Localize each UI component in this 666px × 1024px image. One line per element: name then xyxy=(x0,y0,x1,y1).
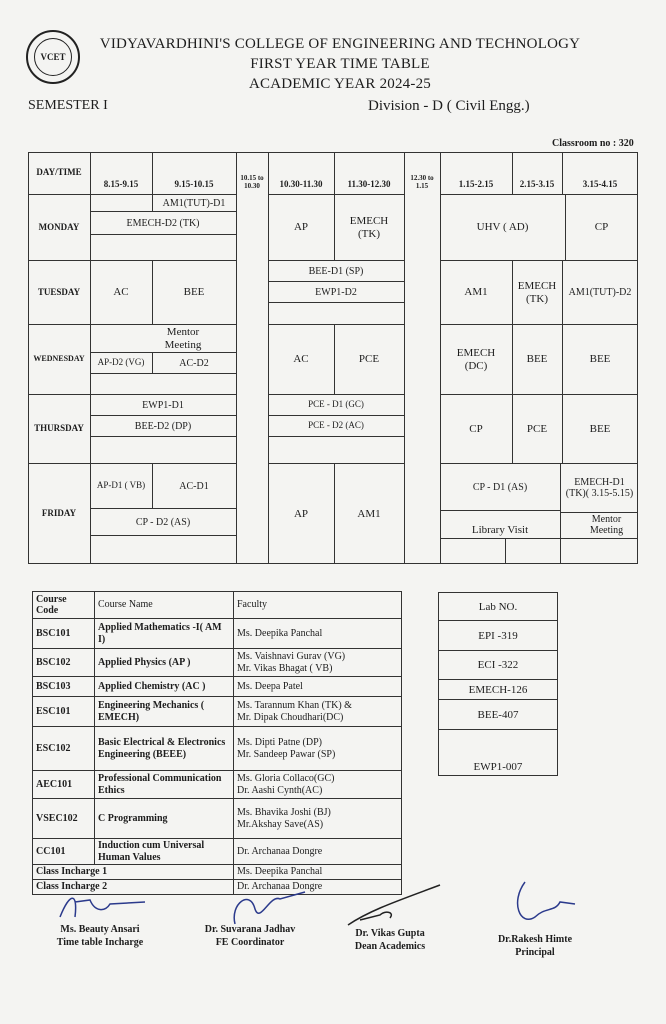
college-name: VIDYAVARDHINI'S COLLEGE OF ENGINEERING AND TECHNOLOGY xyxy=(99,36,581,52)
table-row xyxy=(33,727,402,771)
lab-item: EWP1-007 xyxy=(438,729,558,776)
wednesday-emech: EMECH (DC) xyxy=(456,347,496,372)
friday-am1: AM1 xyxy=(357,507,381,520)
signatory-role: Time table Incharge xyxy=(56,936,144,948)
course-name: Professional Communication Ethics xyxy=(95,771,234,799)
course-code: BSC103 xyxy=(33,677,95,697)
table-row xyxy=(33,771,402,799)
college-logo-text: VCET xyxy=(34,38,72,76)
signature-block xyxy=(335,928,445,953)
course-name: Basic Electrical & Electronics Engineering (BEEE) xyxy=(95,727,234,771)
thursday-ewp1-d1: EWP1-D1 xyxy=(142,399,184,411)
signatory-name: Dr. Suvarana Jadhav xyxy=(204,924,296,935)
header-course-name: Course Name xyxy=(95,592,234,619)
signatory-role: FE Coordinator xyxy=(215,936,285,948)
course-code: VSEC102 xyxy=(33,799,95,839)
signature-block xyxy=(480,934,590,959)
day-label-friday: FRIDAY xyxy=(41,508,77,519)
slot-header: 10.15 to 10.30 xyxy=(240,174,264,190)
table-row xyxy=(33,677,402,697)
wednesday-ap-d2: AP-D2 (VG) xyxy=(97,357,145,368)
tuesday-am1: AM1 xyxy=(464,286,488,299)
monday-emech-d2: EMECH-D2 (TK) xyxy=(126,217,200,229)
monday-cp: CP xyxy=(594,221,609,234)
slot-header: 2.15-3.15 xyxy=(519,179,555,190)
division-label: Division - D ( Civil Engg.) xyxy=(368,98,530,114)
course-table xyxy=(32,591,402,895)
course-code: ESC101 xyxy=(33,697,95,727)
friday-ap-d1: AP-D1 ( VB) xyxy=(96,480,146,491)
lab-item: BEE-407 xyxy=(438,699,558,730)
friday-cp-d2: CP - D2 (AS) xyxy=(135,516,191,528)
table-row xyxy=(33,697,402,727)
wednesday-ac: AC xyxy=(293,353,309,366)
signature-block xyxy=(185,924,315,949)
course-faculty: Ms. Gloria Collaco(GC) Dr. Aashi Cynth(AC) xyxy=(234,771,402,799)
friday-mentor: Mentor Meeting xyxy=(589,514,624,536)
course-code: AEC101 xyxy=(33,771,95,799)
thursday-bee-d2: BEE-D2 (DP) xyxy=(134,420,192,432)
course-faculty: Ms. Bhavika Joshi (BJ) Mr.Akshay Save(AS) xyxy=(234,799,402,839)
class-incharge-name: Ms. Deepika Panchal xyxy=(234,865,402,880)
slot-header: 11.30-12.30 xyxy=(347,179,391,190)
thursday-pce-d1: PCE - D1 (GC) xyxy=(308,399,364,410)
course-code: CC101 xyxy=(33,839,95,865)
course-faculty: Ms. Deepika Panchal xyxy=(234,619,402,649)
course-name: Applied Chemistry (AC ) xyxy=(95,677,234,697)
day-label-wednesday: WEDNESDAY xyxy=(33,354,85,364)
course-name: Induction cum Universal Human Values xyxy=(95,839,234,865)
tuesday-emech: EMECH (TK) xyxy=(517,280,557,305)
course-name: C Programming xyxy=(95,799,234,839)
class-incharge-name: Dr. Archanaa Dongre xyxy=(234,880,402,895)
signature-scribble xyxy=(505,872,585,932)
wednesday-mentor: Mentor Meeting xyxy=(164,326,202,351)
table-row xyxy=(33,619,402,649)
lab-item: EPI -319 xyxy=(438,620,558,651)
monday-uhv: UHV ( AD) xyxy=(476,221,529,234)
course-table-header xyxy=(33,592,402,619)
page-title: FIRST YEAR TIME TABLE xyxy=(250,56,430,72)
signatory-name: Dr.Rakesh Himte xyxy=(497,934,573,945)
course-code: BSC101 xyxy=(33,619,95,649)
slot-header: 12.30 to 1.15 xyxy=(410,174,434,190)
wednesday-ac-d2: AC-D2 xyxy=(179,357,209,369)
wednesday-bee: BEE xyxy=(526,353,548,366)
signatory-role: Principal xyxy=(515,946,555,958)
monday-ap: AP xyxy=(293,221,309,234)
monday-am1-tut: AM1(TUT)-D1 xyxy=(162,197,226,209)
course-code: BSC102 xyxy=(33,649,95,677)
course-name: Engineering Mechanics ( EMECH) xyxy=(95,697,234,727)
course-faculty: Ms. Tarannum Khan (TK) & Mr. Dipak Choudhari(DC) xyxy=(234,697,402,727)
monday-emech: EMECH (TK) xyxy=(349,215,389,240)
course-faculty: Ms. Vaishnavi Gurav (VG) Mr. Vikas Bhagat ( VB) xyxy=(234,649,402,677)
lab-header: Lab NO. xyxy=(438,592,558,621)
friday-cp-d1: CP - D1 (AS) xyxy=(472,481,528,493)
thursday-cp: CP xyxy=(469,422,483,435)
tuesday-am1-tut: AM1(TUT)-D2 xyxy=(568,287,632,298)
signatory-name: Dr. Vikas Gupta xyxy=(355,928,425,939)
signatory-role: Dean Academics xyxy=(354,940,426,952)
wednesday-bee: BEE xyxy=(589,353,611,366)
course-name: Applied Mathematics -I( AM I) xyxy=(95,619,234,649)
signatory-name: Ms. Beauty Ansari xyxy=(60,924,140,935)
friday-ap: AP xyxy=(293,507,309,520)
table-row xyxy=(33,865,402,880)
lab-item: EMECH-126 xyxy=(438,679,558,700)
lab-item: ECI -322 xyxy=(438,650,558,680)
friday-emech-d1: EMECH-D1 (TK)( 3.15-5.15) xyxy=(565,477,634,499)
course-faculty: Dr. Archanaa Dongre xyxy=(234,839,402,865)
course-name: Applied Physics (AP ) xyxy=(95,649,234,677)
thursday-pce-d2: PCE - D2 (AC) xyxy=(308,420,364,431)
slot-header: 3.15-4.15 xyxy=(582,179,618,190)
signature-block xyxy=(40,924,160,949)
table-row xyxy=(33,839,402,865)
slot-header: 9.15-10.15 xyxy=(174,179,214,190)
day-label-thursday: THURSDAY xyxy=(34,423,84,434)
table-row xyxy=(33,799,402,839)
thursday-bee: BEE xyxy=(589,422,611,435)
slot-header: 1.15-2.15 xyxy=(458,179,494,190)
header-faculty: Faculty xyxy=(234,592,402,619)
academic-year: ACADEMIC YEAR 2024-25 xyxy=(249,76,431,92)
course-code: ESC102 xyxy=(33,727,95,771)
tuesday-ewp1-d2: EWP1-D2 xyxy=(315,286,357,298)
tuesday-bee-d1: BEE-D1 (SP) xyxy=(308,265,364,277)
friday-library: Library Visit xyxy=(471,523,529,536)
course-faculty: Ms. Dipti Patne (DP) Mr. Sandeep Pawar (SP) xyxy=(234,727,402,771)
semester-label: SEMESTER I xyxy=(28,98,108,113)
slot-header: 10.30-11.30 xyxy=(279,179,323,190)
class-incharge-label: Class Incharge 1 xyxy=(33,865,234,880)
thursday-pce: PCE xyxy=(526,422,548,435)
day-label-monday: MONDAY xyxy=(38,221,80,232)
header-course-code: Course Code xyxy=(33,592,95,619)
table-row xyxy=(33,649,402,677)
slot-header: 8.15-9.15 xyxy=(103,179,139,190)
tuesday-bee: BEE xyxy=(183,286,205,299)
wednesday-pce: PCE xyxy=(358,353,380,366)
day-time-header: DAY/TIME xyxy=(36,166,82,177)
course-faculty: Ms. Deepa Patel xyxy=(234,677,402,697)
friday-ac-d1: AC-D1 xyxy=(179,480,209,492)
class-incharge-label: Class Incharge 2 xyxy=(33,880,234,895)
day-label-tuesday: TUESDAY xyxy=(37,286,81,297)
classroom-label: Classroom no : 320 xyxy=(552,138,634,149)
tuesday-ac: AC xyxy=(113,286,129,299)
